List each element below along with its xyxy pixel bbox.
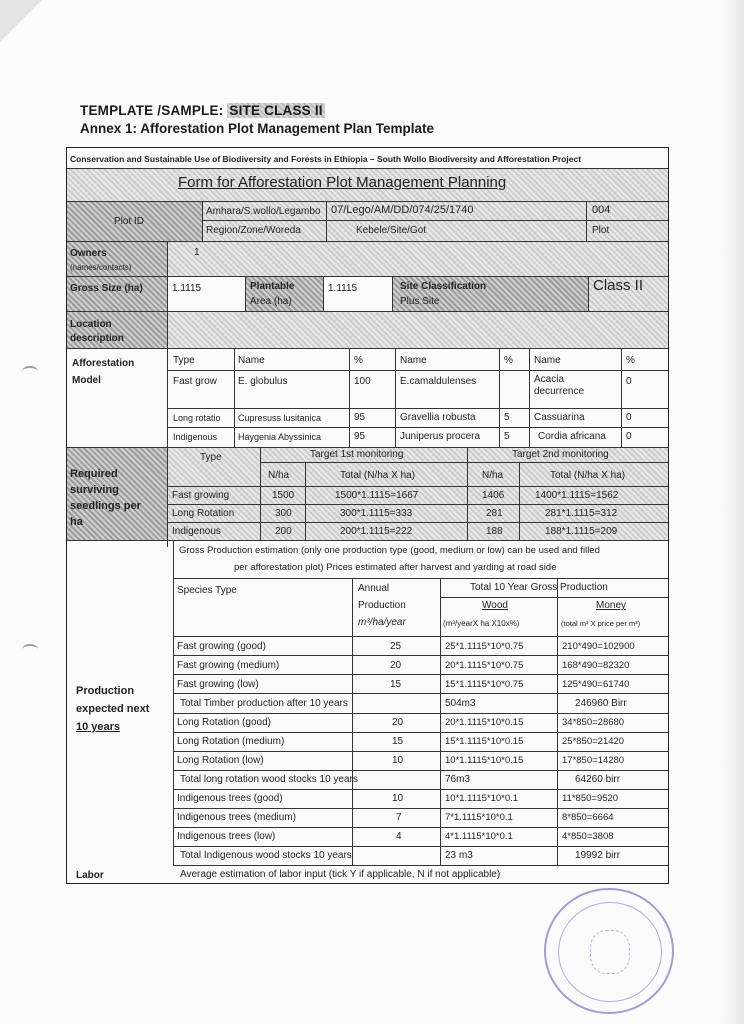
nha-header: N/ha	[268, 470, 290, 481]
cell: 95	[354, 431, 366, 442]
cell: 188	[486, 526, 503, 537]
ten-years-label: 10 years	[76, 721, 121, 733]
rule	[499, 348, 500, 447]
cell: 10	[392, 793, 404, 804]
rule	[557, 578, 558, 865]
rule	[349, 348, 350, 447]
production-note-2: per afforestation plot) Prices estimated after harvest and yarding at road side	[234, 562, 557, 573]
rule	[173, 827, 668, 828]
wood-unit-header: (m³/yearX ha X10x%)	[443, 619, 520, 628]
cell: Fast growing (medium)	[177, 660, 280, 671]
cell: Indigenous trees (good)	[177, 793, 283, 804]
cell: 188*1.1115=209	[545, 526, 618, 537]
wood-header: Wood	[482, 600, 508, 611]
rule	[173, 789, 668, 790]
cell: 1406	[482, 490, 505, 501]
rule	[67, 201, 668, 202]
col-percent: %	[354, 355, 363, 366]
rule	[529, 348, 530, 447]
project-name: Conservation and Sustainable Use of Biodiversity and Forests in Ethiopia – South Wollo Biodiversity and Afforestation Project	[70, 154, 582, 164]
rule	[440, 578, 441, 865]
plus-site-label: Plus Site	[400, 296, 440, 307]
total-row-wood: 23 m3	[445, 850, 473, 861]
cell: Indigenous	[173, 432, 218, 442]
template-heading	[80, 103, 325, 118]
plot-label: Plot	[592, 225, 610, 236]
cell: 95	[354, 412, 366, 423]
model-label: Model	[72, 375, 101, 386]
total-row-money: 19992 birr	[575, 850, 621, 861]
cell: 34*850=28680	[562, 717, 625, 728]
total10-header: Total 10 Year Gross Production	[470, 582, 608, 593]
total2-header: Total (N/ha X ha)	[550, 470, 626, 481]
plot-value: 004	[592, 204, 611, 216]
rule	[305, 462, 306, 540]
col-name: Name	[238, 355, 265, 366]
rule	[621, 348, 622, 447]
cell: Cupresuss lusitanica	[238, 413, 322, 423]
rule	[395, 348, 396, 447]
cell: Acacia decurrence	[534, 374, 585, 397]
species-header: Species Type	[177, 585, 237, 596]
total-row-wood: 504m3	[445, 698, 476, 709]
cell: 25*850=21420	[562, 736, 625, 747]
cell: 4*850=3808	[562, 831, 614, 842]
region-value: Amhara/S.wollo/Legambo	[206, 206, 321, 217]
rule	[173, 865, 668, 866]
rule	[352, 578, 353, 865]
afforestation-label: Afforestation	[72, 358, 135, 369]
location-row-shade	[167, 311, 668, 348]
rule	[323, 276, 324, 311]
rule	[392, 276, 393, 311]
total-row-label: Total Timber production after 10 years	[180, 698, 348, 709]
cell: 0	[626, 376, 632, 387]
cell: 4*1.1115*10*0.1	[445, 831, 513, 842]
gross-size-label: Gross Size (ha)	[70, 283, 143, 294]
rule	[67, 540, 668, 541]
rule	[260, 447, 261, 540]
surviving-label-1: Required	[70, 468, 118, 480]
folded-corner	[0, 0, 42, 42]
cell: Fast growing (good)	[177, 641, 266, 652]
labor-text: Average estimation of labor input (tick Y if applicable, N if not applicable)	[180, 869, 501, 880]
rule	[173, 846, 668, 847]
target2-header: Target 2nd monitoring	[512, 449, 609, 460]
rule	[67, 168, 668, 169]
kebele-label: Kebele/Site/Got	[356, 225, 427, 236]
location-label: Location	[70, 319, 112, 330]
template-label: TEMPLATE /SAMPLE:	[80, 103, 224, 118]
cell: Long Rotation	[172, 508, 235, 519]
plantable-label: Plantable	[250, 281, 295, 292]
rule	[173, 713, 668, 714]
rule	[173, 540, 174, 865]
cell: 20	[390, 660, 402, 671]
plot-id-label: Plot ID	[114, 216, 145, 227]
official-stamp	[544, 888, 674, 1014]
region-label: Region/Zone/Woreda	[206, 225, 301, 236]
cell: 1400*1.1115=1562	[535, 490, 619, 501]
cell: E.camaldulenses	[400, 376, 477, 387]
total-row-wood: 76m3	[445, 774, 471, 785]
gross-size-value: 1.1115	[172, 283, 202, 294]
site-class-value: Class II	[593, 277, 644, 294]
rule	[260, 462, 668, 463]
cell: Long Rotation (low)	[177, 755, 264, 766]
cell: 25	[390, 641, 402, 652]
owners-row-shade	[167, 241, 668, 276]
cell: 10*1.1115*10*0.1	[445, 793, 519, 804]
rule	[234, 348, 235, 447]
rule	[167, 522, 668, 523]
col-name: Name	[400, 355, 427, 366]
surviving-label-4: ha	[70, 516, 83, 528]
cell: Long Rotation (good)	[177, 717, 271, 728]
rule	[67, 447, 668, 448]
total-row-money: 246960 Birr	[575, 698, 627, 709]
cell: 10*1.1115*10*0.15	[445, 755, 524, 766]
owners-value: 1	[194, 247, 200, 258]
rule	[167, 241, 168, 547]
cell: 200	[275, 526, 292, 537]
rule	[326, 201, 327, 241]
cell: 200*1.1115=222	[340, 526, 413, 537]
nha2-header: N/ha	[482, 470, 504, 481]
punch-hole-bottom	[22, 644, 38, 655]
money-header: Money	[596, 600, 627, 611]
cell: Long rotatio	[173, 413, 221, 423]
cell: Cassuarina	[534, 412, 585, 423]
rule	[173, 655, 668, 656]
annual-unit-header: m³/ha/year	[358, 617, 406, 628]
cell: Indigenous trees (low)	[177, 831, 276, 842]
stamp-emblem	[590, 930, 630, 974]
cell: Cordia africana	[538, 431, 606, 442]
expected-label: expected next	[76, 703, 150, 715]
surviving-type-header: Type	[200, 452, 222, 463]
cell: Indigenous trees (medium)	[177, 812, 296, 823]
cell: Fast grow	[173, 376, 217, 387]
cell: 210*490=102900	[562, 641, 635, 652]
cell: 15	[392, 736, 404, 747]
labor-label: Labor	[76, 870, 104, 881]
cell: 0	[626, 431, 632, 442]
cell: 125*490=61740	[562, 679, 630, 690]
owners-sub-label: (names/contacts)	[70, 263, 132, 272]
cell: 25*1.1115*10*0.75	[445, 641, 524, 652]
cell: 168*490=82320	[562, 660, 630, 671]
rule	[167, 370, 668, 371]
cell: 11*850=9520	[562, 793, 619, 804]
cell: 15	[390, 679, 402, 690]
plantable-unit-label: Area (ha)	[250, 296, 292, 307]
surviving-label-3: seedlings per	[70, 500, 141, 512]
col-percent: %	[626, 355, 635, 366]
rule	[173, 751, 668, 752]
cell: 20	[392, 717, 404, 728]
cell: 5	[504, 412, 510, 423]
rule	[173, 636, 668, 637]
rule	[588, 276, 589, 311]
cell: 7	[396, 812, 402, 823]
cell: 7*1.1115*10*0.1	[445, 812, 513, 823]
cell: 281*1.1115=312	[545, 508, 618, 519]
cell: 1500*1.1115=1667	[335, 490, 419, 501]
surviving-label-2: surviving	[70, 484, 119, 496]
rule	[202, 220, 668, 221]
col-percent: %	[504, 355, 513, 366]
cell: 15*1.1115*10*0.75	[445, 679, 524, 690]
cell: Juniperus procera	[400, 431, 481, 442]
kebele-value: 07/Lego/AM/DD/074/25/1740	[331, 204, 474, 216]
annex-title: Annex 1: Afforestation Plot Management Plan Template	[80, 121, 435, 136]
rule	[67, 311, 668, 312]
cell: 17*850=14280	[562, 755, 625, 766]
cell: Indigenous	[172, 526, 221, 537]
site-class-heading: SITE CLASS II	[229, 103, 323, 118]
cell: 100	[354, 376, 371, 387]
production-note-1: Gross Production estimation (only one production type (good, medium or low) can be used and filled	[179, 545, 600, 556]
target1-header: Target 1st monitoring	[310, 449, 404, 460]
cell: 300*1.1115=333	[340, 508, 413, 519]
total-row-money: 64260 birr	[575, 774, 621, 785]
total-row-label: Total Indigenous wood stocks 10 years	[180, 850, 352, 861]
description-label: description	[70, 333, 124, 344]
rule	[67, 241, 668, 242]
rule	[173, 808, 668, 809]
annual-header: Annual	[358, 583, 390, 594]
cell: 4	[396, 831, 402, 842]
rule	[167, 504, 668, 505]
plantable-value: 1.1115	[328, 283, 358, 294]
total-header: Total (N/ha X ha)	[340, 470, 416, 481]
site-classification-label: Site Classification	[400, 281, 487, 292]
production-label: Production	[76, 685, 135, 697]
production-header: Production	[358, 600, 406, 611]
rule	[173, 770, 668, 771]
cell: 20*1.1115*10*0.75	[445, 660, 524, 671]
cell: 15*1.1115*10*0.15	[445, 736, 524, 747]
rule	[173, 674, 668, 675]
rule	[173, 578, 668, 579]
cell: E. globulus	[238, 376, 288, 387]
rule	[173, 732, 668, 733]
cell: Haygenia Abyssinica	[238, 432, 322, 442]
col-name: Name	[534, 355, 561, 366]
total-row-label: Total long rotation wood stocks 10 years	[180, 774, 358, 785]
cell: Fast growing	[172, 490, 230, 501]
cell: 20*1.1115*10*0.15	[445, 717, 524, 728]
rule	[167, 408, 668, 409]
page-edge-shadow	[722, 0, 744, 1024]
rule	[167, 486, 668, 487]
rule	[519, 462, 520, 540]
cell: 1500	[272, 490, 295, 501]
cell: 5	[504, 431, 510, 442]
punch-hole-top	[22, 366, 38, 377]
form-title: Form for Afforestation Plot Management Planning	[178, 174, 507, 191]
rule	[467, 447, 468, 540]
cell: 8*850=6664	[562, 812, 614, 823]
owners-label: Owners	[70, 248, 107, 259]
cell: 10	[392, 755, 404, 766]
rule	[67, 276, 668, 277]
cell: Gravellia robusta	[400, 412, 476, 423]
rule	[245, 276, 246, 311]
cell: Fast growing (low)	[177, 679, 259, 690]
cell: 281	[486, 508, 503, 519]
money-unit-header: (total m³ X price per m³)	[561, 619, 641, 628]
rule	[586, 201, 587, 241]
cell: Long Rotation (medium)	[177, 736, 285, 747]
rule	[67, 348, 668, 349]
rule	[202, 201, 203, 241]
cell: 0	[626, 412, 632, 423]
col-type: Type	[173, 355, 195, 366]
rule	[173, 693, 668, 694]
rule	[167, 427, 668, 428]
cell: 300	[275, 508, 292, 519]
rule	[440, 597, 668, 598]
